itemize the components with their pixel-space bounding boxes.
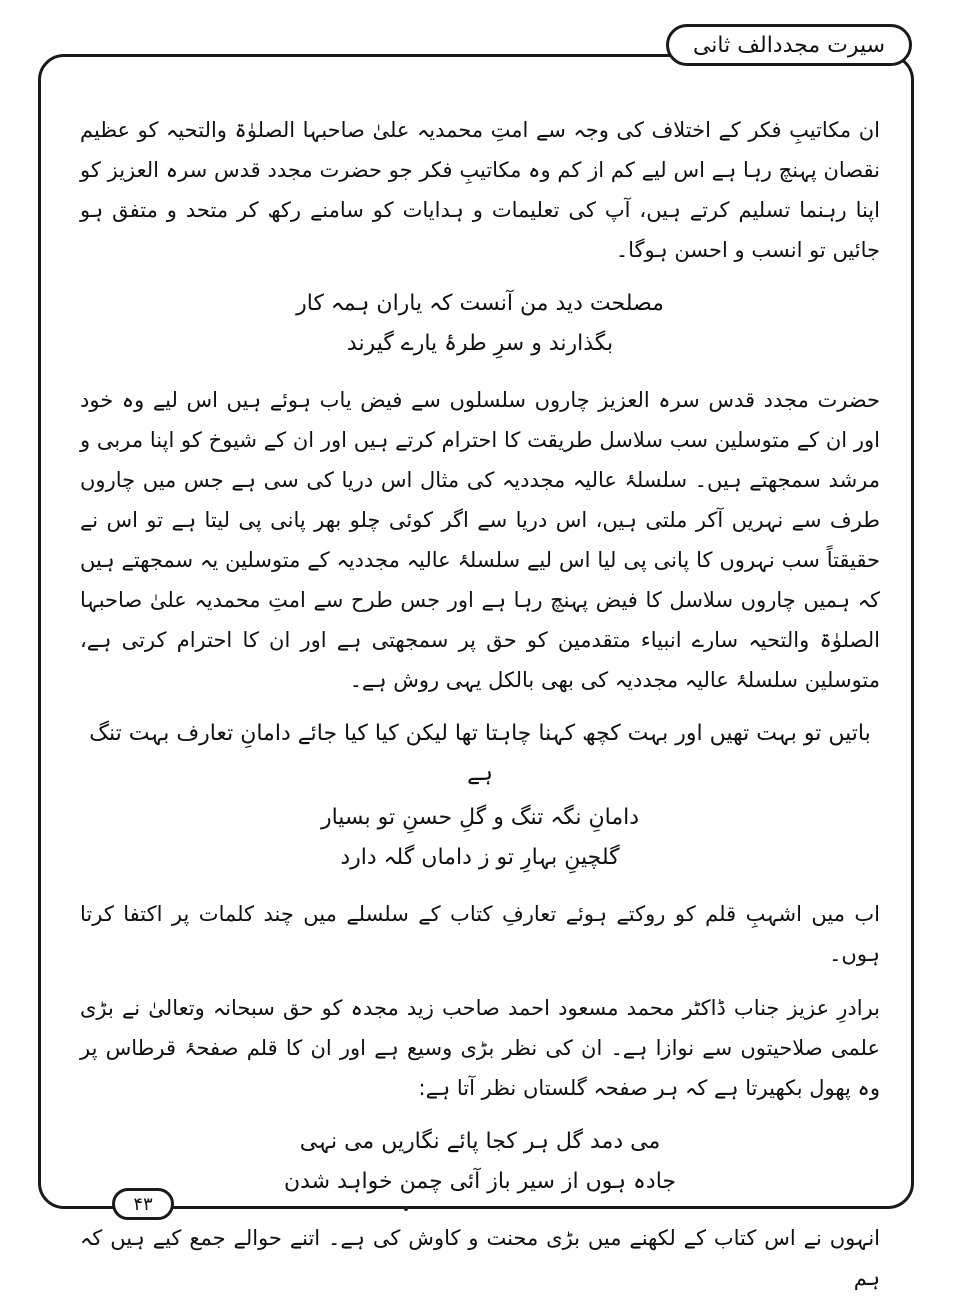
page-number-box (112, 1188, 174, 1220)
page-body (80, 110, 880, 1312)
verse-line: جادہ ہوں از سیر باز آئی چمن خواہد شدن (283, 1169, 677, 1194)
verse-line: مصلحت دید من آنست کہ یاران ہمہ کار (296, 291, 664, 316)
verse-line: می دمد گل ہر کجا پائے نگاریں می نہی (299, 1129, 661, 1154)
paragraph-2: حضرت مجدد قدس سرہ العزیز چاروں سلسلوں سے فیض یاب ہوئے ہیں اس لیے وہ خود اور ان کے متوسلین سب سلاسل طریقت کا احترام کرتے ہیں اور ان کے شیوخ کو اپنا مربی و مرشد سمجھتے ہیں۔ سلسلۂ عالیہ مجددیہ کی مثال اس دریا کی سی ہے جس میں چاروں طرف سے نہریں آکر ملتی ہیں، اس دریا سے اگر کوئی چلو بھر پانی پی لیتا ہے تو اس نے حقیقتاً سب نہروں کا پانی پی لیا اس لیے سلسلۂ عالیہ مجددیہ کے متوسلین یہ سمجھتے ہیں کہ ہمیں چاروں سلاسل کا فیض پہنچ رہا ہے اور جس طرح سے امتِ محمدیہ علیٰ صاحبہا الصلوٰۃ والتحیہ سارے انبیاء متقدمین کو حق پر سمجھتی ہے اور ان کا احترام کرتی ہے، متوسلین سلسلۂ عالیہ مجددیہ کی بھی بالکل یہی روش ہے۔ (80, 388, 881, 692)
book-title: سیرت مجددالف ثانی (692, 32, 886, 58)
paragraph-3: باتیں تو بہت تھیں اور بہت کچھ کہنا چاہتا تھا لیکن کیا کیا جائے دامانِ تعارف بہت تنگ ہے (89, 721, 871, 786)
paragraph-6: انہوں نے اس کتاب کے لکھنے میں بڑی محنت و کاوش کی ہے۔ اتنے حوالے جمع کیے ہیں کہ ہم (80, 1226, 880, 1290)
paragraph-4: اب میں اشہبِ قلم کو روکتے ہوئے تعارفِ کتاب کے سلسلے میں چند کلمات پر اکتفا کرتا ہوں۔ (80, 902, 880, 966)
verse-line: بگذارند و سرِ طرۂ یارے گیرند (346, 331, 614, 356)
paragraph-1: ان مکاتیبِ فکر کے اختلاف کی وجہ سے امتِ محمدیہ علیٰ صاحبہا الصلوٰۃ والتحیہ کو عظیم نقصان پہنچ رہا ہے اس لیے کم از کم وہ مکاتیبِ فکر جو حضرت مجدد قدس سرہ العزیز کو اپنا رہنما تسلیم کرتے ہیں، آپ کی تعلیمات و ہدایات کو سامنے رکھ کر متحد و متفق ہو جائیں تو انسب و احسن ہوگا۔ (80, 118, 880, 262)
page-number: ۴۳ (133, 1193, 153, 1215)
verse-couplet-1 (80, 284, 880, 364)
verse-line: دامانِ نگہ تنگ و گلِ حسنِ تو بسیار (320, 805, 640, 830)
scan-speck (404, 1206, 408, 1211)
verse-line: گلچینِ بہارِ تو ز داماں گلہ دارد (340, 845, 620, 870)
running-header-title (666, 24, 912, 66)
verse-couplet-3 (80, 1122, 880, 1202)
verse-couplet-2 (80, 798, 880, 878)
paragraph-5: برادرِ عزیز جناب ڈاکٹر محمد مسعود احمد صاحب زید مجدہ کو حق سبحانہ وتعالیٰ نے بڑی علمی صلاحیتوں سے نوازا ہے۔ ان کی نظر بڑی وسیع ہے اور ان کا قلم صفحۂ قرطاس پر وہ پھول بکھیرتا ہے کہ ہر صفحہ گلستاں نظر آتا ہے: (80, 996, 880, 1100)
